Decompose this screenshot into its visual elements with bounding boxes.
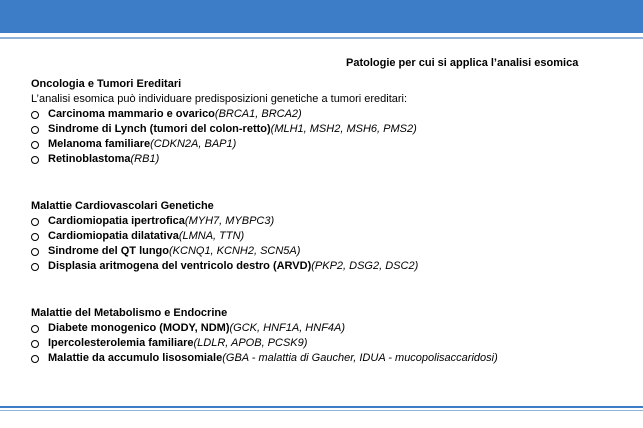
- item-genes: (GBA - malattia di Gaucher, IDUA - mucopolisaccaridosi): [222, 352, 498, 364]
- item-label: Ipercolesterolemia familiare: [48, 337, 194, 349]
- circle-bullet-icon: [31, 263, 39, 271]
- list-item: [31, 122, 417, 137]
- circle-bullet-icon: [31, 141, 39, 149]
- list-item: [31, 214, 418, 229]
- item-label: Diabete monogenico (MODY, NDM): [48, 322, 230, 334]
- circle-bullet-icon: [31, 325, 39, 333]
- item-label: Displasia aritmogena del ventricolo destro (ARVD): [48, 260, 312, 272]
- list-item: [31, 137, 417, 152]
- item-label: Cardiomiopatia dilatativa: [48, 230, 179, 242]
- circle-bullet-icon: [31, 340, 39, 348]
- item-label: Melanoma familiare: [48, 138, 151, 150]
- item-genes: (CDKN2A, BAP1): [150, 138, 237, 150]
- footer-divider-thin: [0, 410, 643, 411]
- item-genes: (MYH7, MYBPC3): [184, 215, 275, 227]
- circle-bullet-icon: [31, 126, 39, 134]
- circle-bullet-icon: [31, 111, 39, 119]
- item-genes: (PKP2, DSG2, DSC2): [311, 260, 419, 272]
- item-label: Malattie da accumulo lisosomiale: [48, 352, 223, 364]
- item-genes: (GCK, HNF1A, HNF4A): [229, 322, 346, 334]
- page-title: Patologie per cui si applica l’analisi esomica: [346, 57, 579, 69]
- list-item: [31, 107, 417, 122]
- circle-bullet-icon: [31, 248, 39, 256]
- section-oncologia: [31, 77, 417, 167]
- list-item: [31, 259, 418, 274]
- list-item: [31, 244, 418, 259]
- section-metabolismo: [31, 306, 498, 366]
- circle-bullet-icon: [31, 355, 39, 363]
- circle-bullet-icon: [31, 218, 39, 226]
- circle-bullet-icon: [31, 156, 39, 164]
- item-label: Sindrome di Lynch (tumori del colon-retto): [48, 123, 271, 135]
- item-label: Carcinoma mammario e ovarico: [48, 108, 215, 120]
- section-title: Malattie Cardiovascolari Genetiche: [31, 200, 214, 212]
- list-item: [31, 229, 418, 244]
- footer-divider: [0, 406, 643, 408]
- item-label: Sindrome del QT lungo: [48, 245, 169, 257]
- list-item: [31, 351, 498, 366]
- section-cardiovascolari: [31, 199, 418, 274]
- item-label: Retinoblastoma: [48, 153, 131, 165]
- item-genes: (LDLR, APOB, PCSK9): [193, 337, 308, 349]
- item-label: Cardiomiopatia ipertrofica: [48, 215, 185, 227]
- item-genes: (MLH1, MSH2, MSH6, PMS2): [270, 123, 417, 135]
- circle-bullet-icon: [31, 233, 39, 241]
- list-item: [31, 336, 498, 351]
- item-genes: (RB1): [130, 153, 160, 165]
- section-intro: L’analisi esomica può individuare predisposizioni genetiche a tumori ereditari:: [31, 93, 408, 105]
- item-genes: (BRCA1, BRCA2): [214, 108, 302, 120]
- item-genes: (KCNQ1, KCNH2, SCN5A): [169, 245, 301, 257]
- list-item: [31, 152, 417, 167]
- header-bar: [0, 0, 643, 33]
- section-title: Oncologia e Tumori Ereditari: [31, 78, 182, 90]
- header-divider: [0, 37, 643, 39]
- list-item: [31, 321, 498, 336]
- item-genes: (LMNA, TTN): [178, 230, 245, 242]
- section-title: Malattie del Metabolismo e Endocrine: [31, 307, 228, 319]
